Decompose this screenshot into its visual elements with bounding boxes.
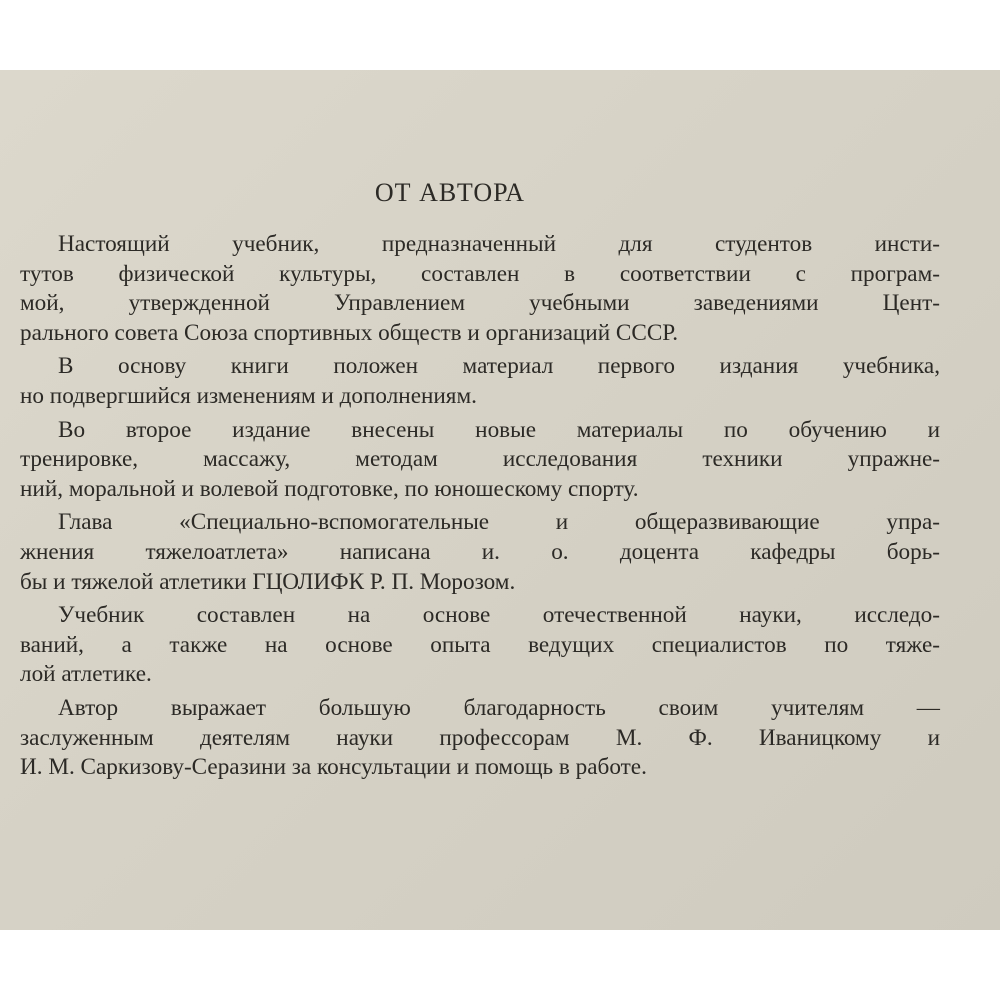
paragraph [20,416,940,505]
text-line: Автор выражает большую благодарность своим учителям — [58,694,940,721]
text-line: Во второе издание внесены новые материалы по обучению и [58,416,940,443]
text-line: В основу книги положен материал первого издания учебника, [58,353,940,380]
text-line: рального совета Союза спортивных обществ и организаций СССР. [20,319,679,346]
paragraph [20,352,940,411]
text-line: жнения тяжелоатлета» написана и. о. доцента кафедры борь- [20,538,940,565]
paragraph [20,694,940,783]
text-line: мой, утвержденной Управлением учебными заведениями Цент- [20,290,940,317]
page-title: ОТ АВТОРА [374,178,526,207]
text-line: Учебник составлен на основе отечественной науки, исследо- [58,602,940,629]
paragraph [20,230,940,348]
text-line: тутов физической культуры, составлен в соответствии с програм- [20,260,940,287]
text-line: ваний, а также на основе опыта ведущих специалистов по тяже- [20,631,940,658]
text-line: заслуженным деятелям науки профессорам М. Ф. Иваницкому и [20,724,940,751]
text-line: тренировке, массажу, методам исследования техники упражне- [20,446,940,473]
text-line: Настоящий учебник, предназначенный для студентов инсти- [58,231,940,257]
paragraph [20,508,940,597]
paragraph [20,601,940,690]
book-page [0,70,1000,930]
text-line: ний, моральной и волевой подготовке, по юношескому спорту. [20,475,639,502]
text-line: бы и тяжелой атлетики ГЦОЛИФК Р. П. Морозом. [20,568,516,595]
text-line: И. М. Саркизову-Серазини за консультации и помощь в работе. [20,754,647,781]
text-line: но подвергшийся изменениям и дополнениям. [20,382,477,409]
page-body [20,230,940,787]
text-line: Глава «Специально-вспомогательные и общеразвивающие упра- [58,509,940,536]
text-line: лой атлетике. [20,661,152,688]
